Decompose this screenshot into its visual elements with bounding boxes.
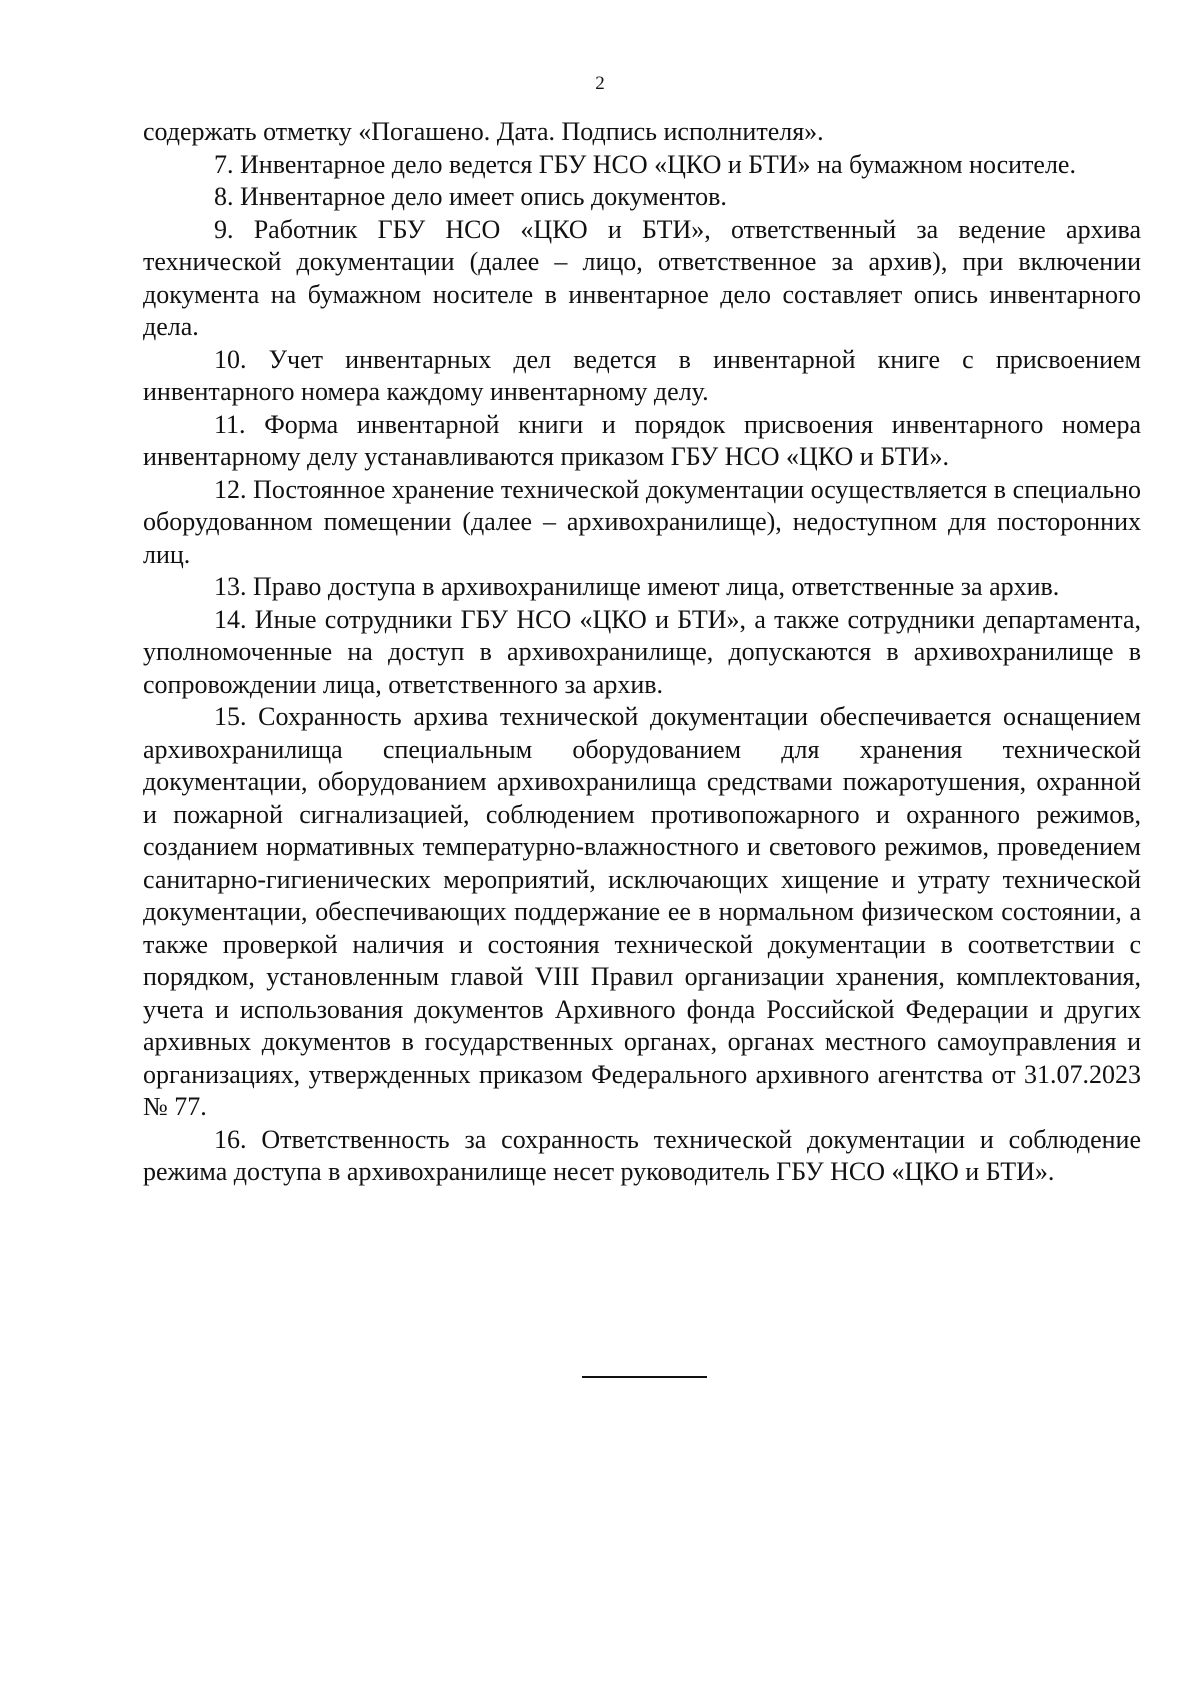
paragraph-item-13: 13. Право доступа в архивохранилище имеют лица, ответственные за архив. <box>214 572 1060 601</box>
paragraph-continuation: содержать отметку «Погашено. Дата. Подпись исполнителя». <box>143 117 824 146</box>
paragraph-item-16: 16. Ответственность за сохранность технической документации и соблюдение режима доступа в архивохранилище несет руководитель ГБУ НСО «ЦКО и БТИ». <box>143 1124 1141 1186</box>
closing-rule-divider <box>582 1376 707 1378</box>
paragraph-item-8: 8. Инвентарное дело имеет опись документов. <box>214 182 727 211</box>
document-body <box>143 116 1141 1189</box>
paragraph-item-14: 14. Иные сотрудники ГБУ НСО «ЦКО и БТИ», а также сотрудники департамента, уполномоченные на доступ в архивохранилище, допускаются в архивохранилище в сопровождении лица, ответственного за архив. <box>143 604 1141 699</box>
page-number: 2 <box>595 73 605 94</box>
paragraph-item-12: 12. Постоянное хранение технической документации осуществляется в специально оборудованном помещении (далее – архивохранилище), недоступном для посторонних лиц. <box>143 474 1141 569</box>
paragraph-item-15: 15. Сохранность архива технической документации обеспечивается оснащением архивохранилища специальным оборудованием для хранения технической документации, оборудованием архивохранилища средствами пожаротушения, охранной и пожарной сигнализацией, соблюдением противопожарного и охранного режимов, созданием нормативных температурно-влажностного и светового режимов, проведением санитарно-гигиенических мероприятий, исключающих хищение и утрату технической документации, обеспечивающих поддержание ее в нормальном физическом состоянии, а также проверкой наличия и состояния технической документации в соответствии с порядком, установленным главой VIII Правил организации хранения, комплектования, учета и использования документов Архивного фонда Российской Федерации и других архивных документов в государственных органах, органах местного самоуправления и организациях, утвержденных приказом Федерального архивного агентства от 31.07.2023 № 77. <box>143 702 1141 1121</box>
paragraph-item-10: 10. Учет инвентарных дел ведется в инвентарной книге с присвоением инвентарного номера каждому инвентарному делу. <box>143 344 1141 406</box>
paragraph-item-7: 7. Инвентарное дело ведется ГБУ НСО «ЦКО и БТИ» на бумажном носителе. <box>214 149 1076 179</box>
paragraph-item-9: 9. Работник ГБУ НСО «ЦКО и БТИ», ответственный за ведение архива технической документации (далее – лицо, ответственное за архив), при включении документа на бумажном носителе в инвентарное дело составляет опись инвентарного дела. <box>143 214 1141 341</box>
paragraph-item-11: 11. Форма инвентарной книги и порядок присвоения инвентарного номера инвентарному делу устанавливаются приказом ГБУ НСО «ЦКО и БТИ». <box>143 409 1141 471</box>
